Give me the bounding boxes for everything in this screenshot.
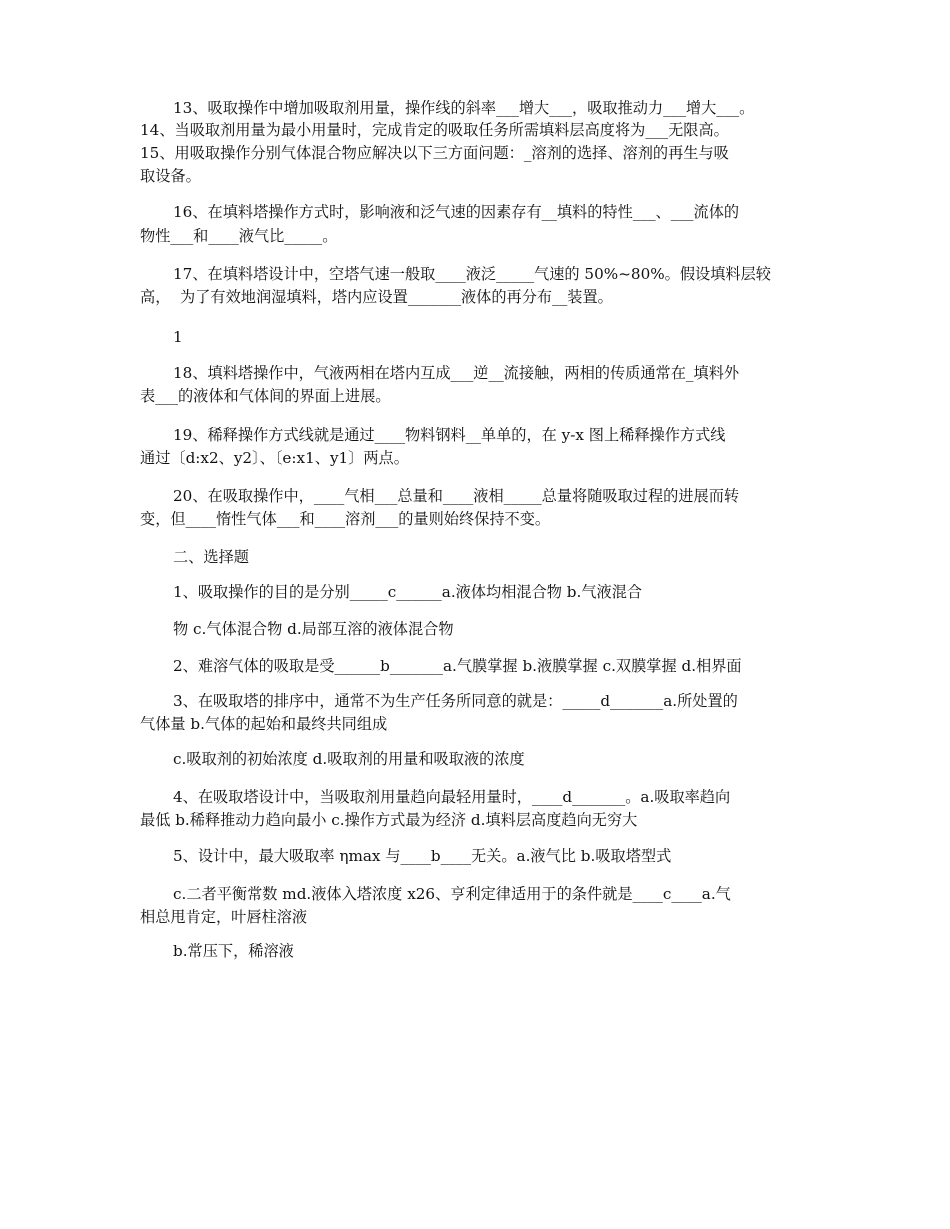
question-16-line-1: 16、在填料塔操作方式时，影响液和泛气速的因素存有__填料的特性___、___流体的 [173,203,740,221]
question-14: 14、当吸取剂用量为最小用量时，完成肯定的吸取任务所需填料层高度将为___无限高。 [140,121,729,139]
question-17-line-1: 17、在填料塔设计中，空塔气速一般取____液泛_____气速的 50%~80%。假设填料层较 [173,265,771,283]
page-number: 1 [173,328,183,346]
choice-6-line-2: b.常压下，稀溶液 [173,942,294,960]
section-heading-choice: 二、选择题 [173,548,249,566]
question-16-line-2: 物性___和____液气比_____。 [140,227,338,245]
choice-3-line-1: 3、在吸取塔的排序中，通常不为生产任务所同意的就是：_____d_______a.所处置的 [173,692,738,710]
question-20-line-1: 20、在吸取操作中，____气相___总量和____液相_____总量将随吸取过程的进展而转 [173,487,740,505]
choice-6-line-1: 相总甩肯定，叶唇柱溶液 [140,908,308,926]
choice-3-line-2: 气体量 b.气体的起始和最终共同组成 [140,715,388,733]
question-15-line-1: 15、用吸取操作分别气体混合物应解决以下三方面问题：_溶剂的选择、溶剂的再生与吸 [140,144,729,162]
choice-3-line-3: c.吸取剂的初始浓度 d.吸取剂的用量和吸取液的浓度 [173,750,525,768]
choice-5-line-2: c.二者平衡常数 md.液体入塔浓度 x26、亨利定律适用于的条件就是____c____a.气 [173,885,731,903]
choice-2: 2、难溶气体的吸取是受______b_______a.气膜掌握 b.液膜掌握 c.双膜掌握 d.相界面 [173,657,742,675]
question-17-line-2: 高， 为了有效地润湿填料，塔内应设置_______液体的再分布__装置。 [140,288,613,306]
choice-5: 5、设计中，最大吸取率 ηmax 与____b____无关。a.液气比 b.吸取塔型式 [173,847,672,865]
question-15-line-2: 取设备。 [140,167,201,185]
question-19-line-2: 通过〔d:x2、y2〕、〔e:x1、y1〕两点。 [140,449,409,467]
choice-1-line-1: 1、吸取操作的目的是分别_____c______a.液体均相混合物 b.气液混合 [173,583,643,601]
question-18-line-2: 表___的液体和气体间的界面上进展。 [140,387,391,405]
question-20-line-2: 变，但____惰性气体___和____溶剂___的量则始终保持不变。 [140,510,551,528]
question-13: 13、吸取操作中增加吸取剂用量，操作线的斜率___增大___，吸取推动力___增大___。 [173,99,755,117]
choice-1-line-2: 物 c.气体混合物 d.局部互溶的液体混合物 [173,620,454,638]
choice-4-line-1: 4、在吸取塔设计中，当吸取剂用量趋向最轻用量时，____d_______。a.吸取率趋向 [173,788,731,806]
choice-4-line-2: 最低 b.稀释推动力趋向最小 c.操作方式最为经济 d.填料层高度趋向无穷大 [140,811,638,829]
question-19-line-1: 19、稀释操作方式线就是通过____物料钢料__单单的，在 y-x 图上稀释操作方式线 [173,426,726,444]
question-18-line-1: 18、填料塔操作中，气液两相在塔内互成___逆__流接触，两相的传质通常在_填料外 [173,364,740,382]
